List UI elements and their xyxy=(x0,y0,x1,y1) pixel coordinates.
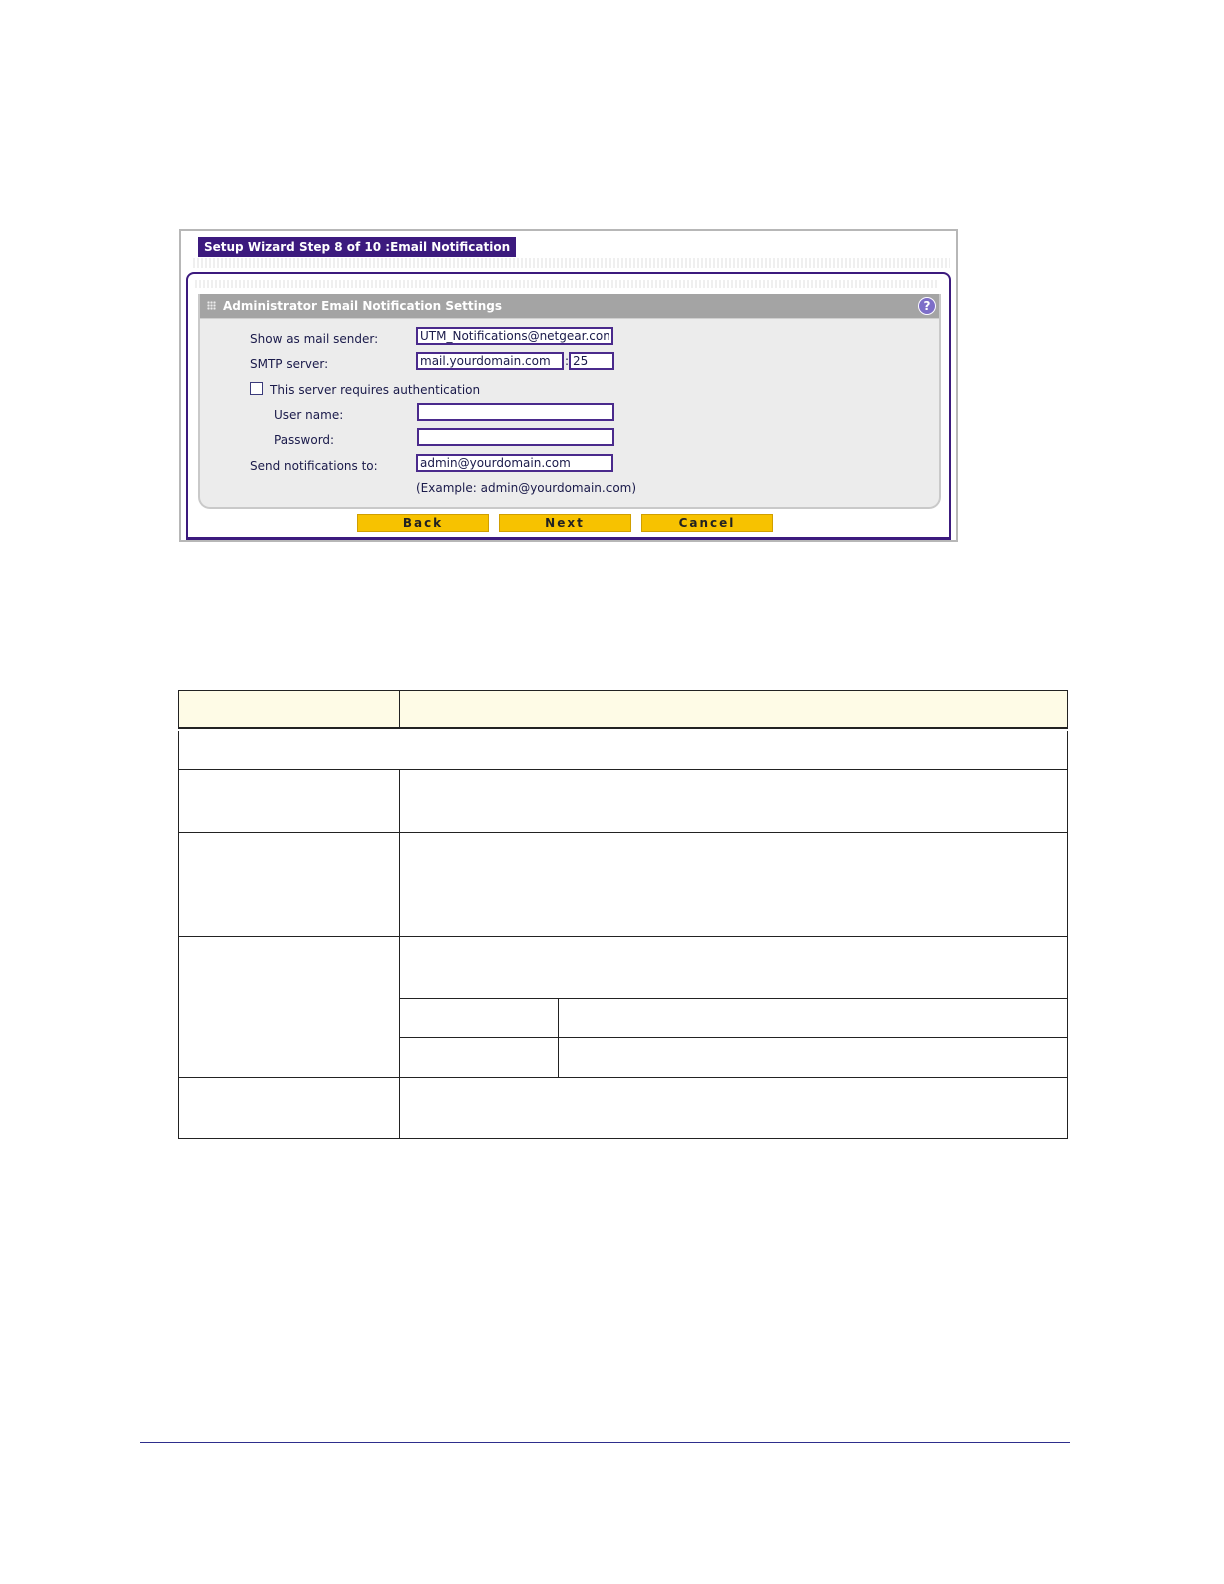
send-to-input[interactable] xyxy=(416,454,613,472)
smtp-server-input[interactable] xyxy=(416,352,564,370)
wizard-screenshot xyxy=(179,229,958,542)
password-input[interactable] xyxy=(417,428,614,446)
send-to-label: Send notifications to: xyxy=(250,459,378,473)
footer-rule xyxy=(140,1442,1070,1443)
port-separator: : xyxy=(565,354,570,368)
help-icon[interactable]: ? xyxy=(918,297,936,315)
password-label: Password: xyxy=(274,433,335,447)
smtp-port-input[interactable] xyxy=(569,352,614,370)
table-row xyxy=(178,770,1068,833)
table-section-row xyxy=(178,731,1068,770)
mail-sender-input[interactable] xyxy=(416,327,613,345)
table-row xyxy=(178,937,1068,1078)
subtable-row-divider xyxy=(399,1037,1068,1038)
authentication-checkbox[interactable] xyxy=(250,382,263,395)
email-settings-panel xyxy=(198,294,941,509)
next-button[interactable]: Next xyxy=(499,514,631,532)
subtable-top-border xyxy=(399,998,1068,999)
table-row xyxy=(178,833,1068,937)
tab-underline xyxy=(193,258,950,268)
panel-header xyxy=(200,294,939,319)
settings-description-table xyxy=(178,690,1068,1139)
user-name-input[interactable] xyxy=(417,403,614,421)
back-button[interactable]: Back xyxy=(357,514,489,532)
column-divider xyxy=(399,770,400,1139)
table-header-row xyxy=(178,690,1068,729)
grip-icon xyxy=(207,301,216,310)
send-to-example: (Example: admin@yourdomain.com) xyxy=(416,481,637,495)
content-divider xyxy=(195,280,938,288)
user-name-label: User name: xyxy=(274,408,344,422)
smtp-server-label: SMTP server: xyxy=(250,357,329,371)
authentication-label: This server requires authentication xyxy=(270,383,481,397)
panel-title: Administrator Email Notification Settings xyxy=(223,299,503,313)
table-row xyxy=(178,1078,1068,1139)
wizard-step-tab: Setup Wizard Step 8 of 10 :Email Notification xyxy=(198,237,516,257)
header-column-divider xyxy=(399,690,400,729)
cancel-button[interactable]: Cancel xyxy=(641,514,773,532)
mail-sender-label: Show as mail sender: xyxy=(250,332,379,346)
subtable-column-divider xyxy=(558,998,559,1078)
